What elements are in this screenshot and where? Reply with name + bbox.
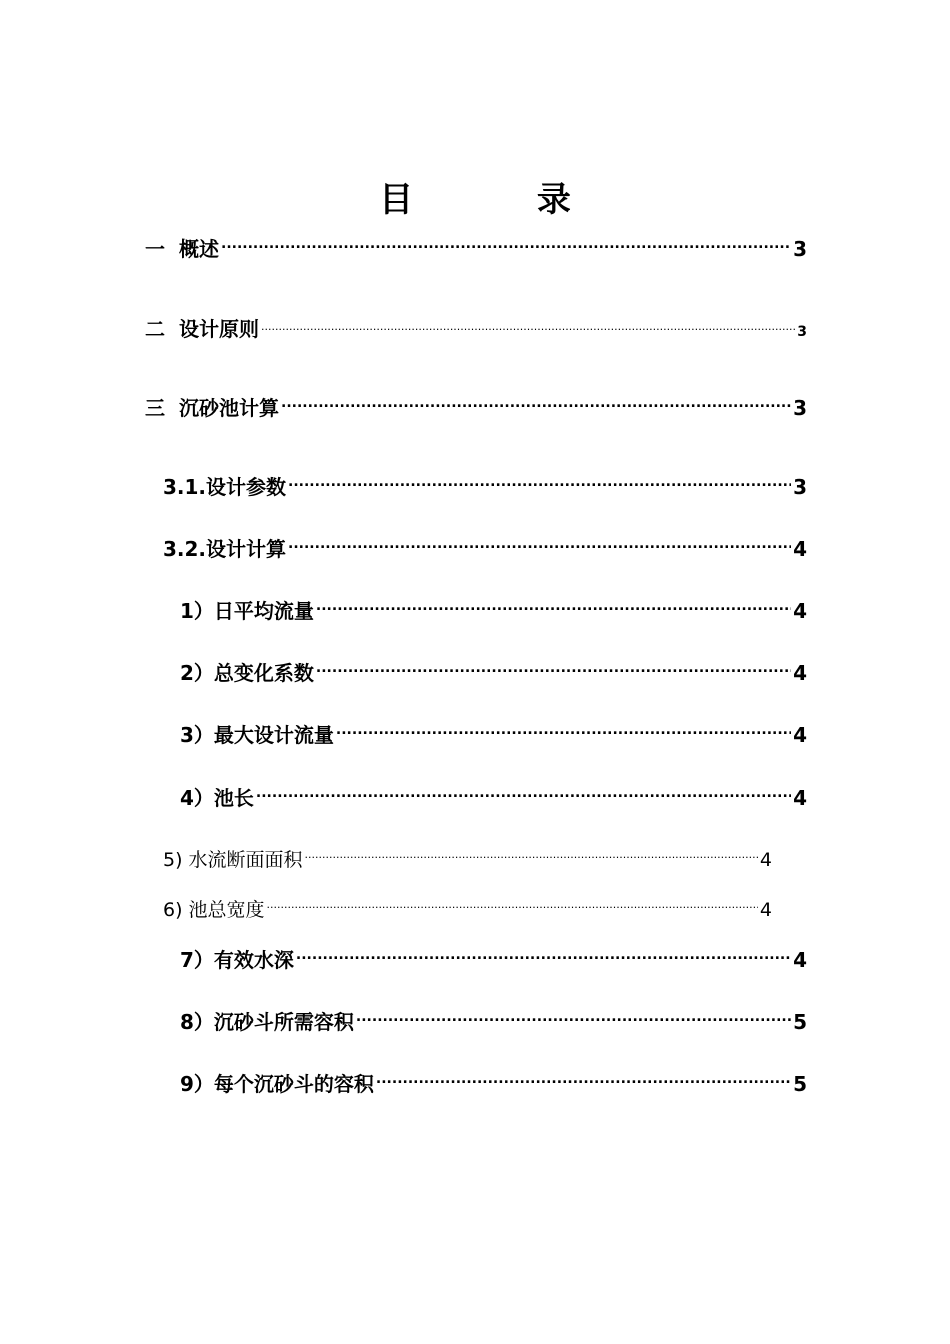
toc-entry-chapter-3[interactable] [145,395,807,421]
toc-entry-label: 1）日平均流量 [180,599,314,623]
toc-entry-label: 3）最大设计流量 [180,723,334,747]
chapter-number: 三 [145,396,165,420]
dot-leader [316,660,791,686]
toc-entry-section-3-2[interactable] [163,536,807,562]
toc-entry-chapter-1[interactable] [145,236,807,262]
page-number: 4 [793,723,807,747]
toc-entry-label [145,316,259,342]
page-number: 4 [793,661,807,685]
toc-entry-label: 8）沉砂斗所需容积 [180,1010,354,1034]
dot-leader [288,474,791,500]
page-number: 4 [759,849,772,871]
page-number: 3 [793,396,807,420]
toc-entry-section-3-1[interactable] [163,474,807,500]
dot-leader [261,319,795,345]
toc-entry-item-7[interactable] [180,947,807,973]
dot-leader [316,598,791,624]
dot-leader [256,785,791,811]
chapter-number: 二 [145,317,165,341]
toc-title: 目 录 [379,180,627,220]
toc-entry-item-8[interactable] [180,1009,807,1035]
page-number: 4 [793,537,807,561]
toc-entry-label [145,236,219,262]
dot-leader [288,536,791,562]
dot-leader [267,897,758,923]
page-number: 4 [793,948,807,972]
dot-leader [356,1009,791,1035]
toc-entry-item-2[interactable] [180,660,807,686]
page-number: 3 [797,324,807,340]
toc-entry-item-3[interactable] [180,722,807,748]
toc-entry-label: 5) 水流断面面积 [163,849,303,871]
dot-leader [336,722,791,748]
dot-leader [221,236,791,262]
page-number: 4 [759,899,772,921]
toc-entry-label: 9）每个沉砂斗的容积 [180,1072,374,1096]
chapter-title: 沉砂池计算 [179,396,279,420]
toc-entry-label: 7）有效水深 [180,948,294,972]
chapter-number: 一 [145,237,165,261]
toc-entry-chapter-2[interactable] [145,316,807,345]
toc-entry-item-9[interactable] [180,1071,807,1097]
toc-entry-item-1[interactable] [180,598,807,624]
toc-entry-item-4[interactable] [180,785,807,811]
dot-leader [376,1071,791,1097]
toc-entry-item-6[interactable] [163,897,772,923]
chapter-title: 设计原则 [179,317,259,341]
page-number: 4 [793,599,807,623]
toc-entry-label: 2）总变化系数 [180,661,314,685]
page-number: 4 [793,786,807,810]
toc-entry-label [145,395,279,421]
dot-leader [305,847,758,873]
dot-leader [296,947,791,973]
page-number: 3 [793,475,807,499]
toc-entry-label: 4）池长 [180,786,254,810]
page-number: 5 [793,1010,807,1034]
toc-entry-label: 6) 池总宽度 [163,899,265,921]
dot-leader [281,395,791,421]
toc-entry-label: 3.1.设计参数 [163,475,287,499]
page-number: 3 [793,237,807,261]
page-number: 5 [793,1072,807,1096]
toc-entry-item-5[interactable] [163,847,772,873]
toc-entry-label: 3.2.设计计算 [163,537,287,561]
chapter-title: 概述 [179,237,219,261]
